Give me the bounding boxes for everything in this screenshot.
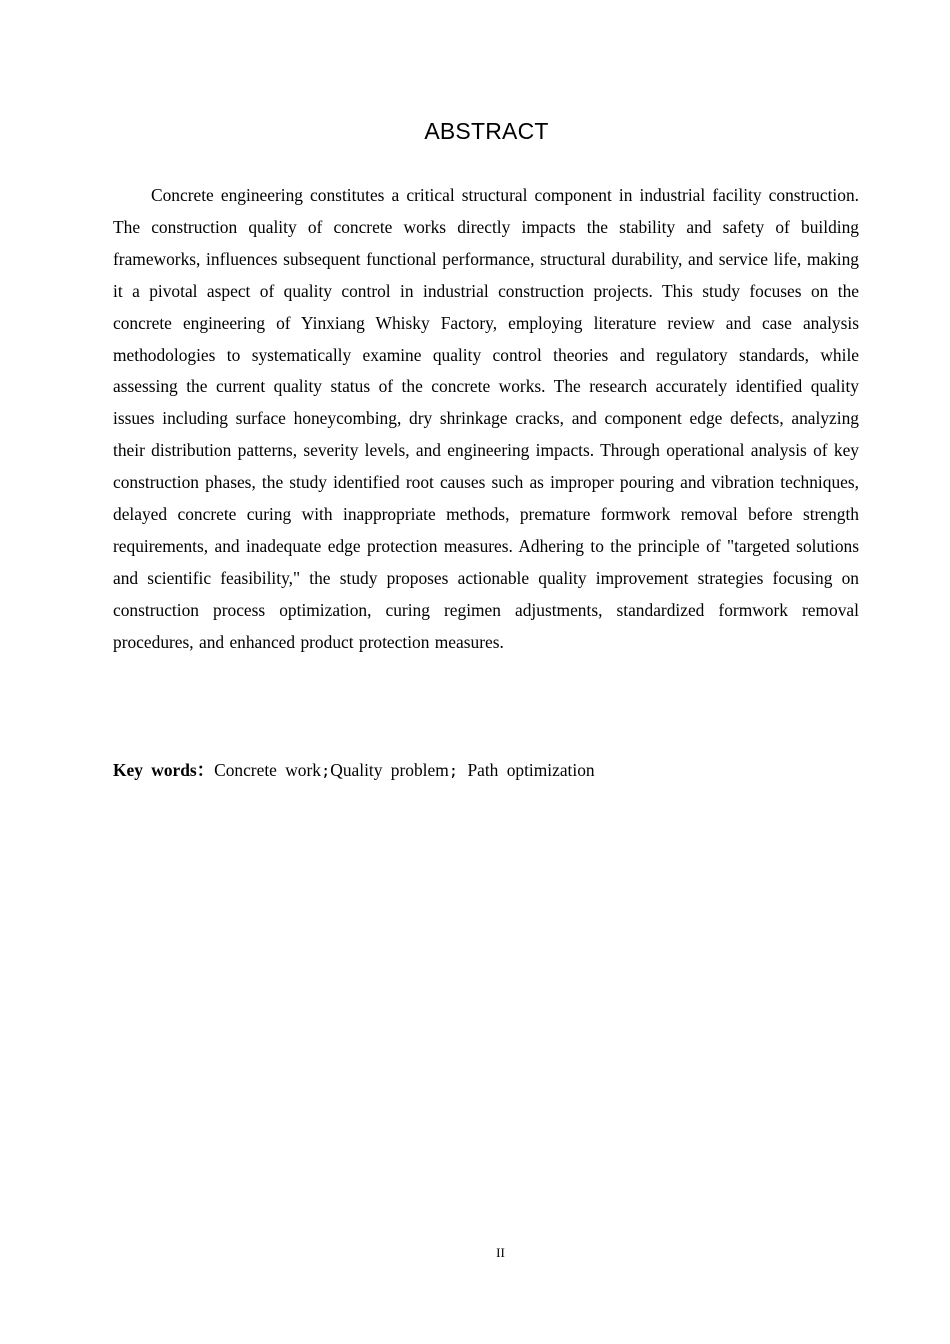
- keyword-item: Path optimization: [467, 760, 595, 780]
- abstract-title: ABSTRACT: [424, 118, 549, 144]
- page-number: II: [496, 1245, 505, 1260]
- keywords-values: [214, 762, 595, 780]
- keywords-label: Key words：: [113, 760, 215, 780]
- keywords-line: [113, 755, 859, 787]
- keyword-item: Quality problem: [330, 760, 449, 780]
- keyword-separator: ;: [448, 762, 468, 780]
- keyword-item: Concrete work: [214, 760, 321, 780]
- abstract-body: Concrete engineering constitutes a critical structural component in industrial facility construction. The construction quality of concrete works directly impacts the stability and safety of building frameworks, influences subsequent functional performance, structural durability, and service life, making it a pivotal aspect of quality control in industrial construction projects. This study focuses on the concrete engineering of Yinxiang Whisky Factory, employing literature review and case analysis methodologies to systematically examine quality control theories and regulatory standards, while assessing the current quality status of the concrete works. The research accurately identified quality issues including surface honeycombing, dry shrinkage cracks, and component edge defects, analyzing their distribution patterns, severity levels, and engineering impacts. Through operational analysis of key construction phases, the study identified root causes such as improper pouring and vibration techniques, delayed concrete curing with inappropriate methods, premature formwork removal before strength requirements, and inadequate edge protection measures. Adhering to the principle of "targeted solutions and scientific feasibility," the study proposes actionable quality improvement strategies focusing on construction process optimization, curing regimen adjustments, standardized formwork removal procedures, and enhanced product protection measures.: [113, 185, 859, 652]
- keyword-separator: ;: [320, 762, 331, 780]
